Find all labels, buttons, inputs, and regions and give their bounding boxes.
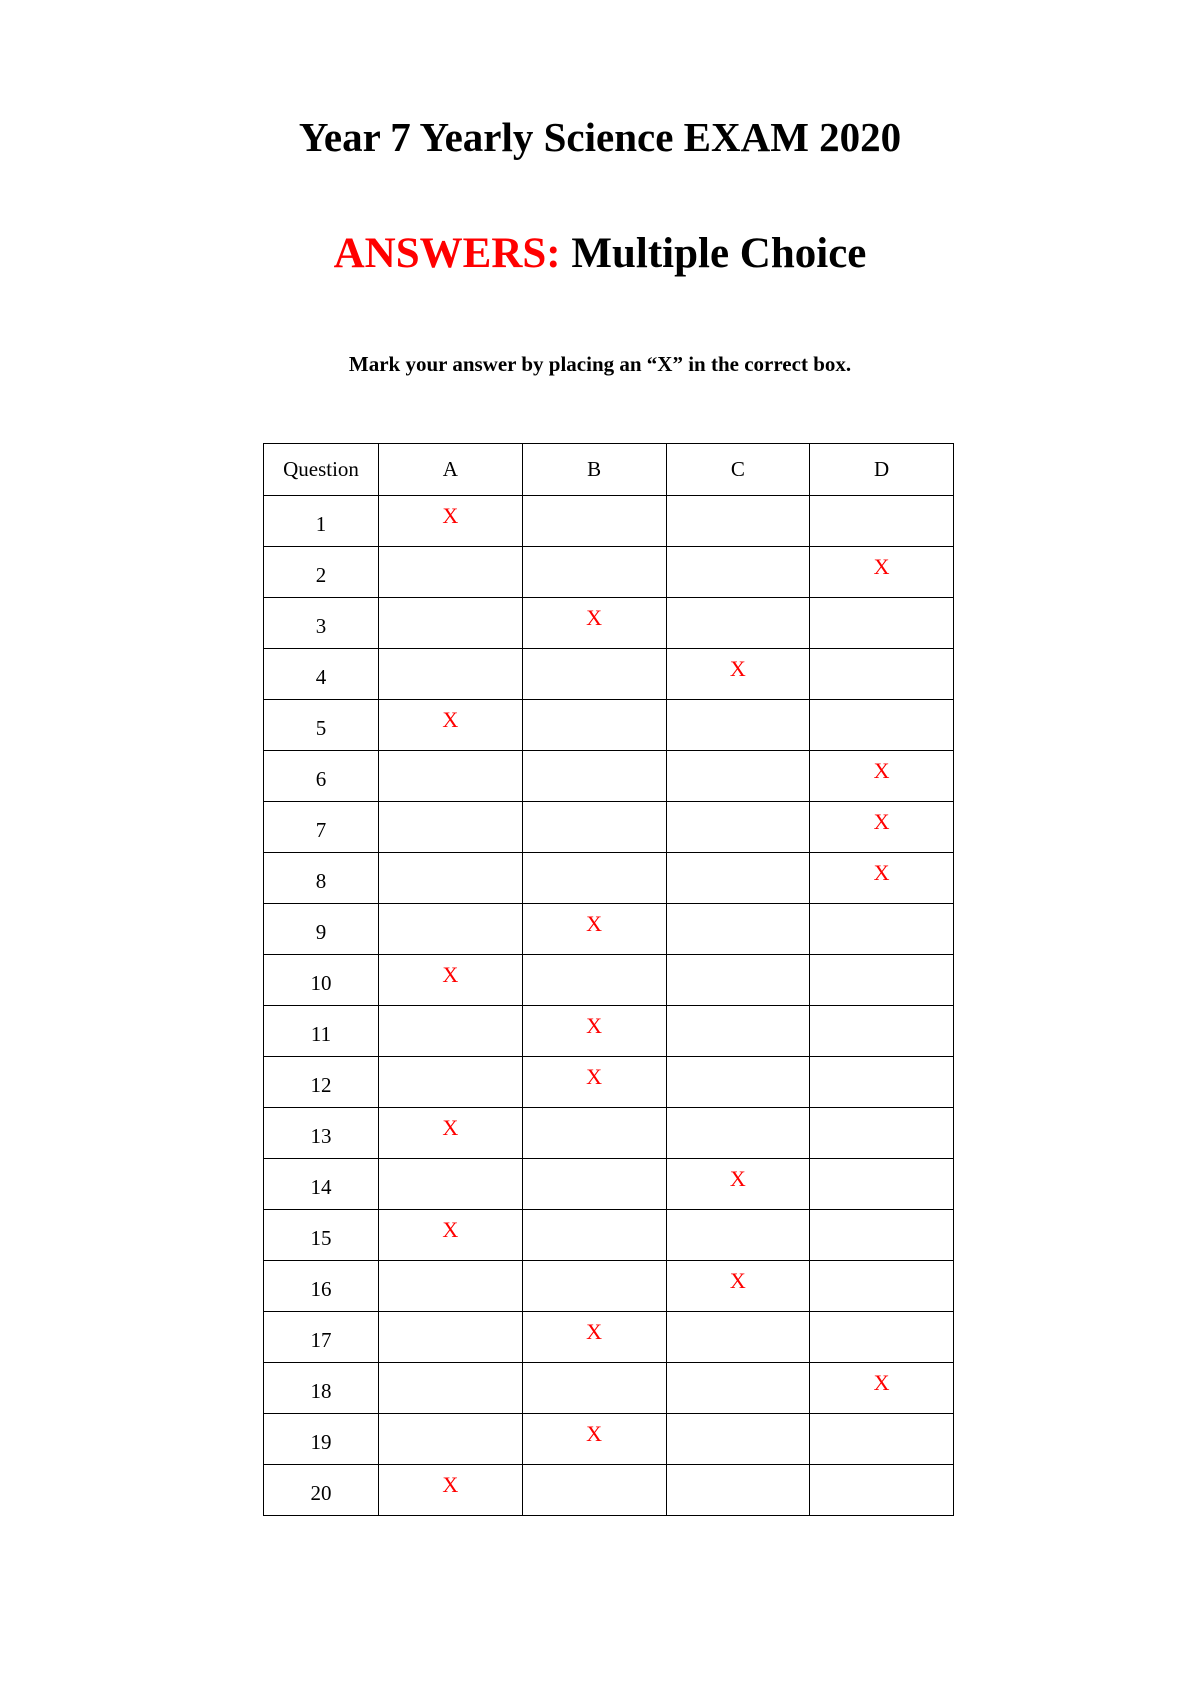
question-number: 2 — [315, 562, 327, 587]
table-row — [264, 1057, 954, 1108]
answer-mark: X — [442, 1115, 459, 1140]
answer-box-b[interactable] — [522, 853, 666, 904]
table-row — [264, 547, 954, 598]
question-number-cell — [264, 547, 379, 598]
answer-box-c[interactable] — [666, 496, 810, 547]
answer-box-d[interactable] — [810, 1363, 954, 1414]
answer-box-b[interactable] — [522, 955, 666, 1006]
answer-box-b[interactable] — [522, 547, 666, 598]
answer-mark: X — [873, 554, 890, 579]
answer-box-d[interactable] — [810, 1414, 954, 1465]
question-number: 4 — [315, 664, 327, 689]
table-row — [264, 598, 954, 649]
answer-box-c[interactable] — [666, 1210, 810, 1261]
answer-box-b[interactable] — [522, 1465, 666, 1516]
question-number-cell — [264, 1006, 379, 1057]
answer-box-c[interactable] — [666, 1414, 810, 1465]
answer-box-b[interactable] — [522, 1108, 666, 1159]
answer-box-a[interactable] — [379, 1312, 523, 1363]
answer-box-d[interactable] — [810, 1210, 954, 1261]
answer-box-b[interactable] — [522, 598, 666, 649]
answer-box-b[interactable] — [522, 700, 666, 751]
answer-box-b[interactable] — [522, 1210, 666, 1261]
answer-mark: X — [873, 758, 890, 783]
question-number: 9 — [315, 919, 327, 944]
answer-box-a[interactable] — [379, 751, 523, 802]
answer-mark: X — [586, 911, 603, 936]
page-title: Year 7 Yearly Science EXAM 2020 — [298, 114, 902, 160]
question-number: 18 — [310, 1378, 332, 1403]
instruction-text: Mark your answer by placing an “X” in the correct box. — [348, 352, 852, 376]
question-number: 6 — [315, 766, 327, 791]
answer-box-a[interactable] — [379, 1159, 523, 1210]
answer-box-a[interactable] — [379, 1414, 523, 1465]
answer-box-c[interactable] — [666, 802, 810, 853]
question-number-cell — [264, 1363, 379, 1414]
question-number: 7 — [315, 817, 327, 842]
answer-box-d[interactable] — [810, 598, 954, 649]
answer-box-d[interactable] — [810, 853, 954, 904]
answer-box-c[interactable] — [666, 904, 810, 955]
table-row — [264, 1108, 954, 1159]
answer-box-c[interactable] — [666, 1159, 810, 1210]
question-number-cell — [264, 1210, 379, 1261]
header-option-d: D — [810, 444, 954, 496]
question-number-cell — [264, 649, 379, 700]
answer-box-b[interactable] — [522, 1363, 666, 1414]
answer-box-d[interactable] — [810, 751, 954, 802]
answer-mark: X — [873, 860, 890, 885]
answer-box-b[interactable] — [522, 904, 666, 955]
answer-box-d[interactable] — [810, 1312, 954, 1363]
answer-box-c[interactable] — [666, 751, 810, 802]
answer-box-a[interactable] — [379, 1108, 523, 1159]
answer-mark: X — [442, 1217, 459, 1242]
answer-box-a[interactable] — [379, 547, 523, 598]
header-row — [264, 444, 954, 496]
table-row — [264, 853, 954, 904]
table-row — [264, 802, 954, 853]
answer-box-a[interactable] — [379, 1261, 523, 1312]
answer-box-d[interactable] — [810, 547, 954, 598]
answer-box-b[interactable] — [522, 1159, 666, 1210]
answer-box-d[interactable] — [810, 904, 954, 955]
answer-box-a[interactable] — [379, 1006, 523, 1057]
answer-box-a[interactable] — [379, 496, 523, 547]
question-number: 14 — [310, 1174, 332, 1199]
answer-mark: X — [442, 503, 459, 528]
question-number-cell — [264, 1159, 379, 1210]
answer-rows — [264, 496, 954, 1516]
answer-box-a[interactable] — [379, 1465, 523, 1516]
answer-mark: X — [586, 1319, 603, 1344]
answer-mark: X — [873, 809, 890, 834]
answer-box-c[interactable] — [666, 1312, 810, 1363]
question-number: 12 — [310, 1072, 332, 1097]
answer-box-c[interactable] — [666, 547, 810, 598]
question-number-cell — [264, 1312, 379, 1363]
table-row — [264, 1414, 954, 1465]
question-number-cell — [264, 853, 379, 904]
answer-table — [263, 443, 954, 1516]
answer-box-d[interactable] — [810, 1159, 954, 1210]
question-number-cell — [264, 598, 379, 649]
answer-box-b[interactable] — [522, 802, 666, 853]
answer-mark: X — [442, 962, 459, 987]
answer-box-d[interactable] — [810, 802, 954, 853]
table-row — [264, 496, 954, 547]
table-row — [264, 1363, 954, 1414]
question-number: 10 — [310, 970, 332, 995]
header-option-a: A — [379, 444, 523, 496]
answer-box-c[interactable] — [666, 1465, 810, 1516]
table-row — [264, 751, 954, 802]
question-number-cell — [264, 700, 379, 751]
answer-box-a[interactable] — [379, 955, 523, 1006]
answer-box-c[interactable] — [666, 649, 810, 700]
question-number-cell — [264, 1465, 379, 1516]
question-number-cell — [264, 1261, 379, 1312]
answer-box-a[interactable] — [379, 1057, 523, 1108]
answer-box-b[interactable] — [522, 1006, 666, 1057]
answer-box-c[interactable] — [666, 598, 810, 649]
answer-mark: X — [586, 1421, 603, 1446]
table-row — [264, 700, 954, 751]
answer-box-a[interactable] — [379, 853, 523, 904]
question-number: 13 — [310, 1123, 332, 1148]
page-subtitle — [0, 228, 1200, 280]
answer-box-d[interactable] — [810, 1465, 954, 1516]
answer-box-c[interactable] — [666, 1057, 810, 1108]
answer-box-b[interactable] — [522, 1057, 666, 1108]
question-number: 11 — [310, 1021, 332, 1046]
question-number: 17 — [310, 1327, 332, 1352]
table-row — [264, 1210, 954, 1261]
answer-box-a[interactable] — [379, 598, 523, 649]
subtitle-text: Multiple Choice — [560, 230, 867, 277]
answer-mark: X — [729, 1166, 746, 1191]
table-row — [264, 1261, 954, 1312]
question-number: 15 — [310, 1225, 332, 1250]
answer-box-c[interactable] — [666, 1261, 810, 1312]
answer-mark: X — [873, 1370, 890, 1395]
table-row — [264, 1006, 954, 1057]
answer-box-c[interactable] — [666, 1006, 810, 1057]
answer-box-c[interactable] — [666, 1363, 810, 1414]
question-number: 16 — [310, 1276, 332, 1301]
question-number: 1 — [315, 511, 327, 536]
answer-box-d[interactable] — [810, 1261, 954, 1312]
answer-box-a[interactable] — [379, 700, 523, 751]
question-number-cell — [264, 1414, 379, 1465]
question-number: 20 — [310, 1480, 332, 1505]
answer-box-c[interactable] — [666, 955, 810, 1006]
question-number: 8 — [315, 868, 327, 893]
question-number-cell — [264, 955, 379, 1006]
question-number-cell — [264, 751, 379, 802]
table-row — [264, 955, 954, 1006]
answer-box-c[interactable] — [666, 853, 810, 904]
answer-mark: X — [729, 1268, 746, 1293]
question-number: 3 — [315, 613, 327, 638]
table-row — [264, 1159, 954, 1210]
table-row — [264, 1312, 954, 1363]
answer-mark: X — [586, 1013, 603, 1038]
answer-box-b[interactable] — [522, 496, 666, 547]
table-row — [264, 649, 954, 700]
answer-mark: X — [586, 1064, 603, 1089]
answer-mark: X — [729, 656, 746, 681]
table-row — [264, 1465, 954, 1516]
header-option-c: C — [666, 444, 810, 496]
answer-box-a[interactable] — [379, 1363, 523, 1414]
answer-box-b[interactable] — [522, 1414, 666, 1465]
question-number-cell — [264, 496, 379, 547]
answer-box-c[interactable] — [666, 1108, 810, 1159]
answers-label: ANSWERS: — [333, 230, 561, 277]
header-option-b: B — [522, 444, 666, 496]
answer-box-d[interactable] — [810, 496, 954, 547]
question-number-cell — [264, 1057, 379, 1108]
answer-box-d[interactable] — [810, 1057, 954, 1108]
table-row — [264, 904, 954, 955]
question-number-cell — [264, 904, 379, 955]
question-number-cell — [264, 802, 379, 853]
question-number-cell — [264, 1108, 379, 1159]
question-number: 19 — [310, 1429, 332, 1454]
answer-mark: X — [442, 707, 459, 732]
answer-box-b[interactable] — [522, 751, 666, 802]
answer-box-b[interactable] — [522, 1261, 666, 1312]
answer-box-d[interactable] — [810, 955, 954, 1006]
answer-box-a[interactable] — [379, 1210, 523, 1261]
answer-mark: X — [586, 605, 603, 630]
answer-box-d[interactable] — [810, 1108, 954, 1159]
answer-box-b[interactable] — [522, 649, 666, 700]
answer-box-d[interactable] — [810, 1006, 954, 1057]
answer-box-a[interactable] — [379, 904, 523, 955]
answer-mark: X — [442, 1472, 459, 1497]
answer-box-c[interactable] — [666, 700, 810, 751]
answer-box-d[interactable] — [810, 649, 954, 700]
question-number: 5 — [315, 715, 327, 740]
header-question: Question — [264, 444, 379, 496]
answer-box-a[interactable] — [379, 802, 523, 853]
answer-box-b[interactable] — [522, 1312, 666, 1363]
answer-box-a[interactable] — [379, 649, 523, 700]
answer-box-d[interactable] — [810, 700, 954, 751]
